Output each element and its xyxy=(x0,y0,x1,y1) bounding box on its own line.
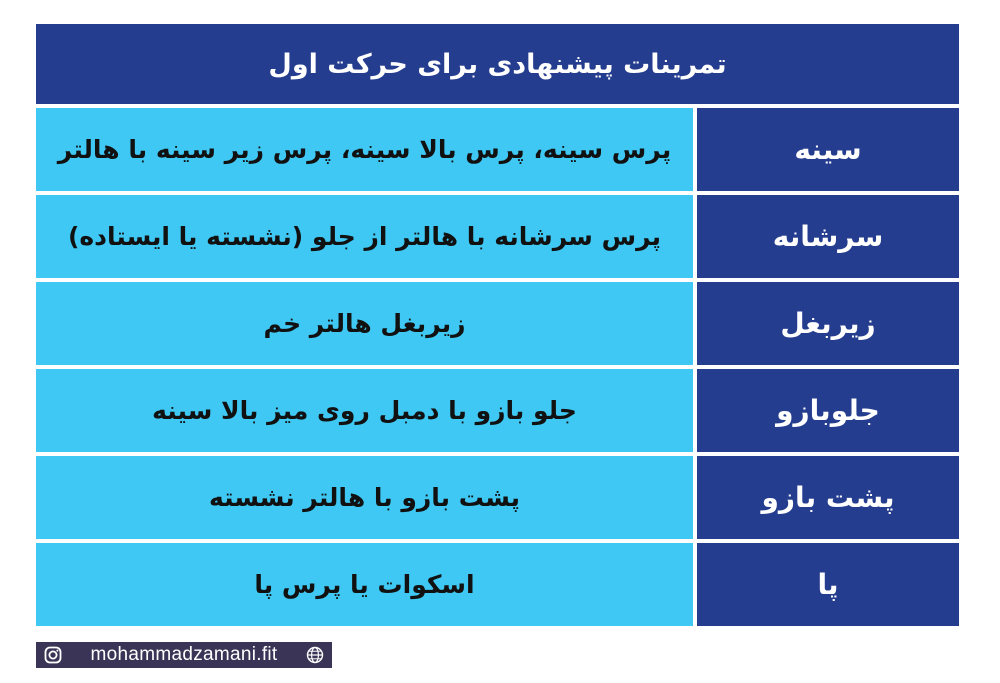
exercise-cell: جلو بازو با دمبل روی میز بالا سینه xyxy=(36,369,693,452)
muscle-cell: زیربغل xyxy=(697,282,959,365)
exercise-table xyxy=(36,24,959,626)
instagram-icon xyxy=(44,646,62,664)
table-row xyxy=(36,282,959,365)
table-row xyxy=(36,195,959,278)
table-row xyxy=(36,369,959,452)
muscle-cell: سینه xyxy=(697,108,959,191)
exercise-cell: پرس سرشانه با هالتر از جلو (نشسته یا ایستاده) xyxy=(36,195,693,278)
globe-icon xyxy=(306,646,324,664)
table-row xyxy=(36,456,959,539)
muscle-cell: جلوبازو xyxy=(697,369,959,452)
footer-watermark xyxy=(36,642,332,668)
exercise-cell: زیربغل هالتر خم xyxy=(36,282,693,365)
muscle-cell: سرشانه xyxy=(697,195,959,278)
exercise-cell: اسکوات یا پرس پا xyxy=(36,543,693,626)
exercise-cell: پرس سینه، پرس بالا سینه، پرس زیر سینه با هالتر xyxy=(36,108,693,191)
table-row xyxy=(36,543,959,626)
muscle-cell: پا xyxy=(697,543,959,626)
exercise-cell: پشت بازو با هالتر نشسته xyxy=(36,456,693,539)
table-row xyxy=(36,108,959,191)
website-text: mohammadzamani.fit xyxy=(90,644,278,665)
table-title: تمرینات پیشنهادی برای حرکت اول xyxy=(36,24,959,104)
muscle-cell: پشت بازو xyxy=(697,456,959,539)
